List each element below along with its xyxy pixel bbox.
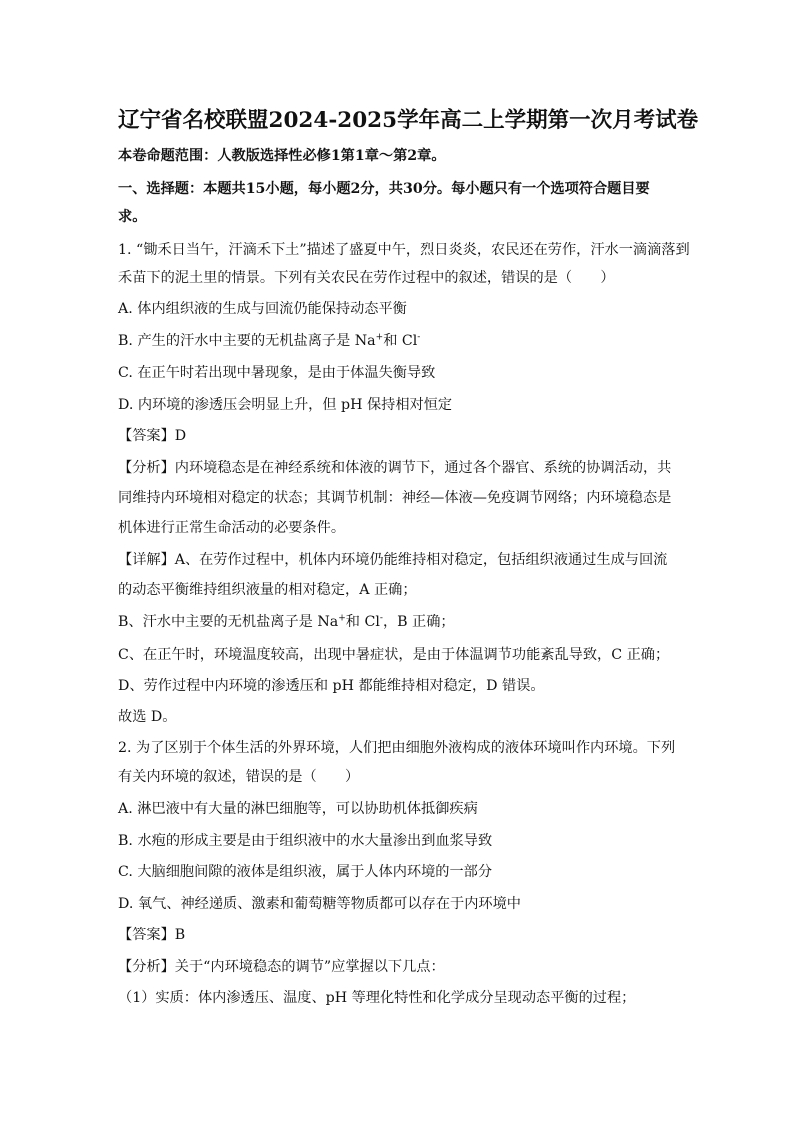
exam-scope: 本卷命题范围：人教版选择性必修1第1章～第2章。	[118, 148, 446, 164]
q2-analysis-line-2: （1）实质：体内渗透压、温度、pH 等理化特性和化学成分呈现动态平衡的过程；	[118, 990, 636, 1006]
q2-option-b: B. 水疱的形成主要是由于组织液中的水大量渗出到血浆导致	[118, 833, 493, 849]
q1-option-d: D. 内环境的渗透压会明显上升，但 pH 保持相对恒定	[118, 397, 453, 413]
q1-detail-sup-minus: -	[379, 613, 383, 624]
q1-detail-line-2: 的动态平衡维持组织液量的相对稳定，A 正确；	[118, 582, 417, 598]
section-heading-line-1: 一、选择题：本题共15小题，每小题2分，共30分。每小题只有一个选项符合题目要	[118, 181, 650, 197]
q1-option-b-sup-plus: +	[375, 332, 384, 343]
q1-option-b-text-2: 和 Cl	[383, 333, 418, 349]
section-heading-line-2: 求。	[118, 209, 147, 225]
q1-analysis-line-2: 同维持内环境相对稳定的状态；其调节机制：神经—体液—免疫调节网络；内环境稳态是	[118, 490, 672, 506]
q2-option-a: A. 淋巴液中有大量的淋巴细胞等，可以协助机体抵御疾病	[118, 801, 478, 817]
q1-stem-line-2: 禾苗下的泥土里的情景。下列有关农民在劳作过程中的叙述，错误的是（ ）	[118, 270, 615, 286]
q2-option-c: C. 大脑细胞间隙的液体是组织液，属于人体内环境的一部分	[118, 864, 493, 880]
q1-stem-line-1: 1. “锄禾日当午，汗滴禾下土”描述了盛夏中午，烈日炎炎，农民还在劳作，汗水一滴滴落到	[118, 242, 690, 258]
document-title: 辽宁省名校联盟2024-2025学年高二上学期第一次月考试卷	[118, 108, 699, 133]
q2-answer: 【答案】B	[118, 927, 186, 943]
q1-option-a: A. 体内组织液的生成与回流仍能保持动态平衡	[118, 301, 407, 317]
q1-answer: 【答案】D	[118, 428, 187, 444]
q1-option-b-text: B. 产生的汗水中主要的无机盐离子是 Na	[118, 333, 376, 349]
q1-detail-line-1: 【详解】A、在劳作过程中，机体内环境仍能维持相对稳定，包括组织液通过生成与回流	[118, 552, 668, 568]
q1-detail-line-3	[118, 612, 455, 632]
q1-detail-sup-plus: +	[338, 613, 346, 624]
q2-option-d: D. 氧气、神经递质、激素和葡萄糖等物质都可以存在于内环境中	[118, 896, 521, 912]
q1-detail-text: B、汗水中主要的无机盐离子是 Na	[118, 614, 339, 630]
q1-option-c: C. 在正午时若出现中暑现象，是由于体温失衡导致	[118, 365, 436, 381]
q2-stem-line-1: 2. 为了区别于个体生活的外界环境，人们把由细胞外液构成的液体环境叫作内环境。下列	[118, 740, 676, 756]
q1-analysis-line-3: 机体进行正常生命活动的必要条件。	[118, 520, 346, 536]
q1-conclusion: 故选 D。	[118, 709, 177, 725]
q2-stem-line-2: 有关内环境的叙述，错误的是（ ）	[118, 769, 360, 785]
q1-option-b-sup-minus: -	[417, 332, 421, 343]
q1-detail-line-4: C、在正午时，环境温度较高，出现中暑症状，是由于体温调节功能紊乱导致，C 正确；	[118, 647, 670, 663]
q1-option-b	[118, 331, 420, 351]
q1-detail-text-2: 和 Cl	[345, 614, 380, 630]
q2-analysis-line-1: 【分析】关于“内环境稳态的调节”应掌握以下几点：	[118, 959, 445, 975]
q1-detail-line-5: D、劳作过程中内环境的渗透压和 pH 都能维持相对稳定，D 错误。	[118, 678, 545, 694]
q1-detail-text-3: ，B 正确；	[382, 614, 455, 630]
q1-analysis-line-1: 【分析】内环境稳态是在神经系统和体液的调节下，通过各个器官、系统的协调活动，共	[118, 460, 672, 476]
